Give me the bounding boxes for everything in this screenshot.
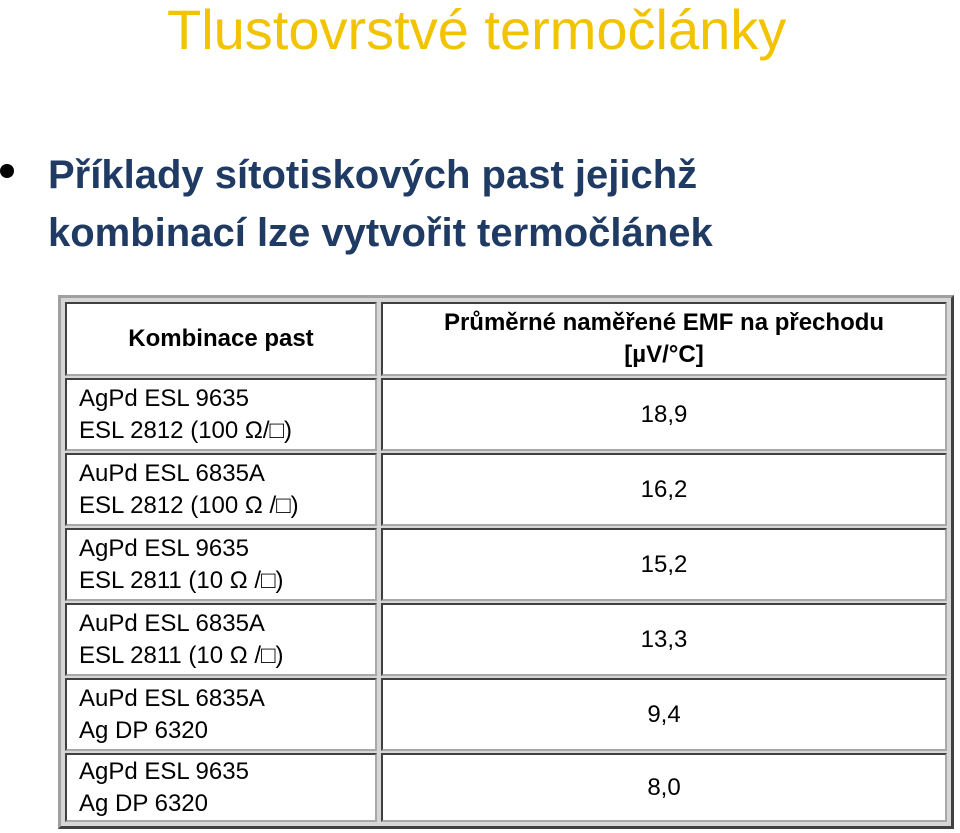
row-6-emf-value: 8,0	[647, 773, 681, 801]
table-row-3-emf	[381, 528, 947, 601]
row-4-paste-2: ESL 2811 (10 Ω /□)	[79, 641, 284, 669]
table-row-4-emf	[381, 603, 947, 676]
paste-combination-table	[58, 295, 954, 829]
row-1-emf-value: 18,9	[640, 400, 688, 428]
row-3-emf-value: 15,2	[640, 550, 688, 578]
header-emf-line-1: Průměrné naměřené EMF na přechodu	[443, 309, 885, 336]
bullet-dot-icon	[0, 164, 14, 178]
bullet-text	[48, 146, 713, 262]
table-row-6-combination	[65, 753, 377, 822]
row-3-paste-1: AgPd ESL 9635	[79, 534, 249, 562]
row-5-emf-value: 9,4	[647, 700, 681, 728]
row-6-paste-2: Ag DP 6320	[79, 789, 208, 817]
row-6-paste-1: AgPd ESL 9635	[79, 757, 249, 785]
row-1-paste-2: ESL 2812 (100 Ω/□)	[79, 416, 292, 444]
bullet-line-1: Příklady sítotiskových past jejichž	[48, 153, 698, 197]
bullet-line-2: kombinací lze vytvořit termočlánek	[48, 211, 713, 255]
row-2-paste-2: ESL 2812 (100 Ω /□)	[79, 491, 299, 519]
header-combination-label: Kombinace past	[128, 325, 314, 352]
table-row-6-emf	[381, 753, 947, 822]
header-emf-line-2: [µV/°C]	[624, 341, 704, 368]
row-5-paste-2: Ag DP 6320	[79, 716, 208, 744]
table-row-2-combination	[65, 453, 377, 526]
slide-title: Tlustovrstvé termočlánky	[167, 0, 787, 61]
table-row-4-combination	[65, 603, 377, 676]
row-2-paste-1: AuPd ESL 6835A	[79, 459, 265, 487]
row-4-emf-value: 13,3	[640, 625, 688, 653]
table-header-emf	[381, 302, 947, 376]
table-row-1-combination	[65, 378, 377, 451]
table-row-3-combination	[65, 528, 377, 601]
table-row-5-combination	[65, 678, 377, 751]
table-row-1-emf	[381, 378, 947, 451]
table-row-5-emf	[381, 678, 947, 751]
row-2-emf-value: 16,2	[640, 475, 688, 503]
row-3-paste-2: ESL 2811 (10 Ω /□)	[79, 566, 284, 594]
row-5-paste-1: AuPd ESL 6835A	[79, 684, 265, 712]
row-4-paste-1: AuPd ESL 6835A	[79, 609, 265, 637]
row-1-paste-1: AgPd ESL 9635	[79, 384, 249, 412]
table-row-2-emf	[381, 453, 947, 526]
table-header-combination	[65, 302, 377, 376]
